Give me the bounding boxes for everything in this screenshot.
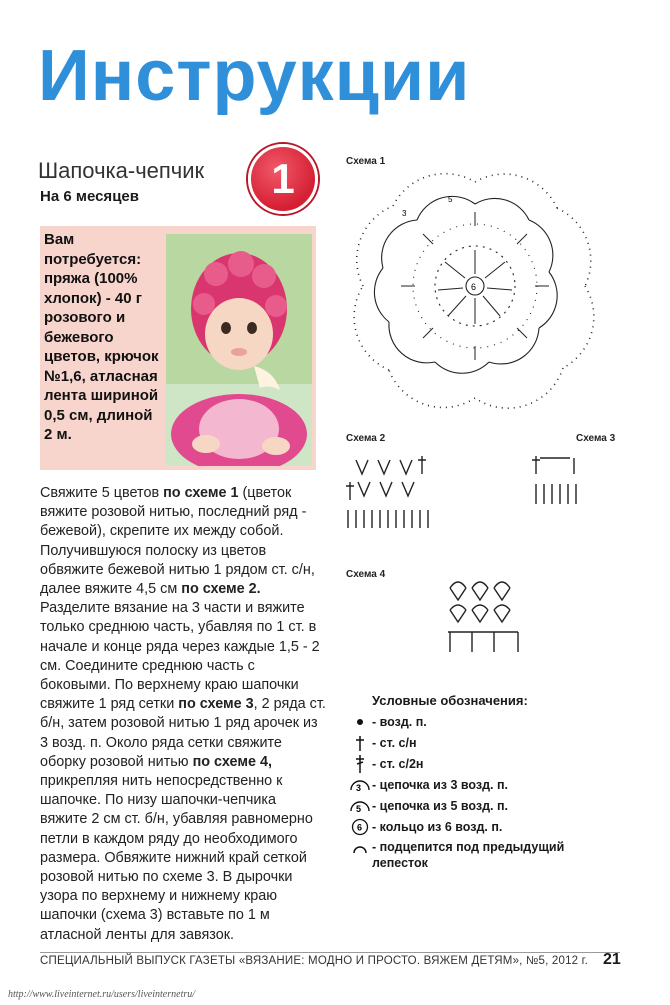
legend-item: 6 - кольцо из 6 возд. п. <box>348 816 588 837</box>
legend-item: - ст. с/н <box>348 732 588 753</box>
arc-icon <box>348 839 372 859</box>
page-title: Инструкции <box>38 36 471 116</box>
legend-item: - возд. п. <box>348 711 588 732</box>
legend-item: 5 - цепочка из 5 возд. п. <box>348 795 588 816</box>
svg-text:6: 6 <box>357 822 363 832</box>
scheme-1-diagram <box>340 164 610 414</box>
scheme-2-diagram <box>344 452 436 532</box>
pattern-age: На 6 месяцев <box>40 188 139 205</box>
legend-title: Условные обозначения: <box>372 693 528 708</box>
scheme-3-label: Схема 3 <box>576 433 616 444</box>
instructions-text: Свяжите 5 цветов по схеме 1 (цветок вяжите розовой нитью, последний ряд - бежевой), скрепите их между собой. Получившуюся полоску из цветов обвяжите бежевой нитью 1 рядом ст. с/н, далее вяжите 4,5 см по схеме 2. Разделите вязание на 3 части и вяжите только среднюю часть, убавляя по 1 ст. в начале и конце ряда через каждые 1,5 - 2 см. Соедините среднюю часть с боковыми. По верхнему краю шапочки свяжите 1 ряд сетки по схеме 3, 2 ряда ст. б/н, затем розовой нитью 1 ряд арочек из 3 возд. п. Около ряда сетки свяжите оборку розовой нитью по схеме 4, прикрепляя нить непосредственно к шапочке. По низу шапочки-чепчика вяжите 2 см ст. б/н, убавляя равномерно петли в каждом ряду до необходимого размера. Обвяжите нижний край сеткой розовой нитью по схеме 3. В дырочки узора по верхнему и нижнему краю шапочки (схема 3) вставьте по 1 м атласной ленты для завязок. <box>40 485 326 943</box>
materials-text: Вам потребуется: пряжа (100% хлопок) - 40 г розового и бежевого цветов, крючок №1,6, атласная лента шириной 0,5 см, длиной 2 м. <box>44 231 159 443</box>
svg-text:3: 3 <box>356 782 362 793</box>
pattern-number-badge: 1 <box>248 144 318 214</box>
ring-6-icon <box>348 817 372 837</box>
source-url[interactable]: http://www.liveinternet.ru/users/liveinternetru/ <box>8 989 196 1000</box>
baby-photo <box>166 234 312 466</box>
pattern-name: Шапочка-чепчик <box>38 158 205 183</box>
chain-5-icon <box>348 796 372 816</box>
legend-item: - подцепится под предыдущий лепесток <box>348 837 588 871</box>
scheme-2-label: Схема 2 <box>346 433 386 444</box>
page-number: 21 <box>603 951 621 968</box>
double-crochet-icon <box>348 754 372 774</box>
dot-icon <box>348 712 372 732</box>
legend <box>348 693 588 871</box>
svg-text:5: 5 <box>356 803 362 814</box>
materials-box <box>40 226 316 470</box>
legend-item: - ст. с/2н <box>348 753 588 774</box>
chain-3-icon <box>348 775 372 795</box>
scheme-1-chain-label-b: 5 <box>448 195 453 204</box>
footer-text: СПЕЦИАЛЬНЫЙ ВЫПУСК ГАЗЕТЫ «ВЯЗАНИЕ: МОДНО И ПРОСТО. ВЯЖЕМ ДЕТЯМ», №5, 2012 г. <box>40 955 589 967</box>
scheme-1-label: Схема 1 <box>346 156 386 167</box>
single-crochet-icon <box>348 733 372 753</box>
footer-divider <box>40 952 620 953</box>
scheme-1-ring-label: 6 <box>471 282 477 292</box>
legend-item: 3 - цепочка из 3 возд. п. <box>348 774 588 795</box>
scheme-4-diagram <box>442 574 528 658</box>
scheme-4-label: Схема 4 <box>346 569 386 580</box>
scheme-3-diagram <box>530 452 584 508</box>
scheme-1-chain-label-a: 3 <box>402 209 407 218</box>
